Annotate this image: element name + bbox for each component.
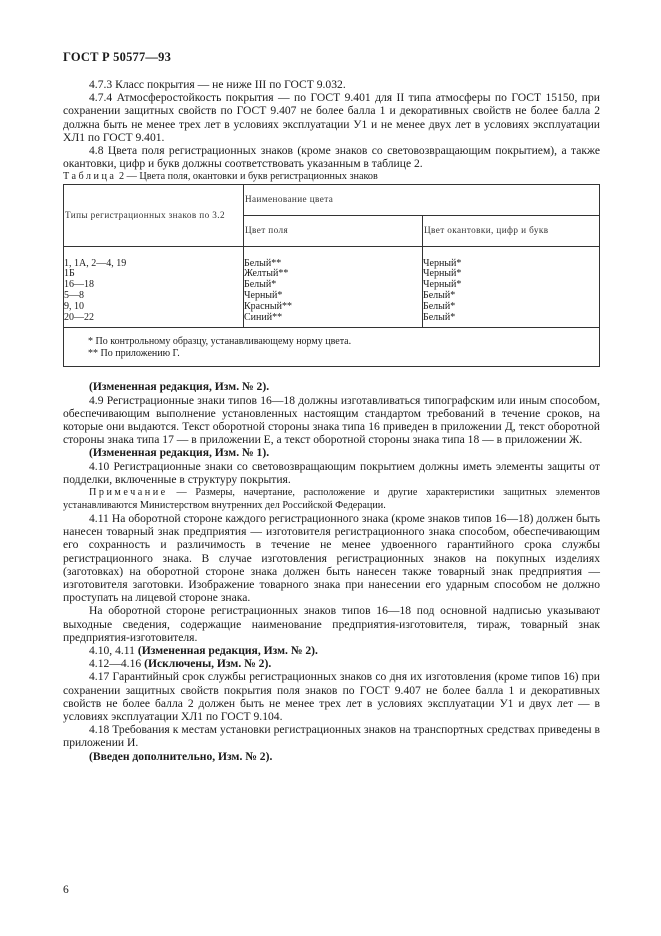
para-4-18: 4.18 Требования к местам установки регистрационных знаков на транспортных средствах приведены в приложении И. <box>63 723 600 750</box>
table-cell: Белый* <box>423 300 456 312</box>
change-note-1: (Измененная редакция, Изм. № 2). <box>89 380 270 394</box>
para-4-11-b: На оборотной стороне регистрационных знаков типов 16—18 под основной надписью указывают выходные сведения, содержащие наименование предприятия-изготовителя, тираж, товарный знак предприятия-изготовителя. <box>63 604 600 644</box>
para-4-7-3: 4.7.3 Класс покрытия — не ниже III по ГОСТ 9.032. <box>89 78 346 91</box>
note-label: Примечание <box>89 487 168 499</box>
document-header: ГОСТ Р 50577—93 <box>63 50 172 64</box>
note <box>63 486 600 512</box>
col-head-types: Типы регистрационных знаков по 3.2 <box>64 184 244 246</box>
table-cell: Черный* <box>423 268 462 280</box>
table-cell: 1Б <box>64 268 75 280</box>
para-number: 4.10, 4.11 <box>89 644 138 658</box>
table-cell: Белый* <box>423 311 456 323</box>
footnote-1: * По контрольному образцу, устанавливающему норму цвета. <box>88 336 352 348</box>
table-cell: Черный* <box>423 279 462 291</box>
para-4-11: 4.11 На оборотной стороне каждого регистрационного знака (кроме знаков типов 16—18) должен быть нанесен товарный знак предприятия — изготовителя регистрационного знака способом, обеспечивающим его сохранность и различимость в течение не менее удвоенного гарантийного срока службы регистрационного знака. В случае изготовления регистрационных знаков на покупных изделиях (заготовках) на оборотной стороне знака должен быть нанесен также товарный знак предприятия — изготовителя заготовки. Изображение товарного знака при нанесении его ударным способом не должно проступать на лицевой стороне знака. <box>63 512 600 605</box>
table-cell: 1, 1А, 2—4, 19 <box>64 257 127 269</box>
table-cell: Черный* <box>244 290 283 302</box>
table-footnotes <box>64 328 600 367</box>
table-cell: 9, 10 <box>64 300 84 312</box>
edge-color-cell <box>423 246 600 328</box>
col-head-field-color: Цвет поля <box>244 215 423 246</box>
para-4-12-4-16 <box>63 657 600 670</box>
table-cell: 20—22 <box>64 311 94 323</box>
table-cell: Красный** <box>244 300 292 312</box>
para-number: 4.12—4.16 <box>89 657 145 671</box>
change-note-2: (Измененная редакция, Изм. № 1). <box>89 446 270 460</box>
para-4-10-4-11 <box>63 644 600 657</box>
col-head-color-name: Наименование цвета <box>244 184 600 215</box>
table-cell: Белый* <box>423 290 456 302</box>
excluded-note: (Исключены, Изм. № 2). <box>144 657 272 671</box>
para-4-10: 4.10 Регистрационные знаки со световозвращающим покрытием должны иметь элементы защиты от подделки, включенные в структуру покрытия. <box>63 459 600 486</box>
col-head-edge-color: Цвет окантовки, цифр и букв <box>423 215 600 246</box>
para-4-8: 4.8 Цвета поля регистрационных знаков (кроме знаков со световозвращающим покрытием), а также окантовки, цифр и букв должны соответствовать указанным в таблице 2. <box>63 144 600 171</box>
note-text: — Размеры, начертание, расположение и другие характеристики защитных элементов устанавливаются Министерством внутренних дел Российской Федерации. <box>63 487 600 512</box>
table-cell: Желтый** <box>244 268 289 280</box>
change-note-3: (Измененная редакция, Изм. № 2). <box>137 644 318 658</box>
color-table <box>63 184 600 368</box>
introduced-note: (Введен дополнительно, Изм. № 2). <box>89 749 273 763</box>
table-cell: 5—8 <box>64 290 84 302</box>
field-color-cell <box>244 246 423 328</box>
table-caption <box>63 170 600 183</box>
footnote-2: ** По приложению Г. <box>88 348 180 360</box>
page-number: 6 <box>63 884 69 896</box>
table-cell: Белый** <box>244 257 282 269</box>
table-cell: Белый* <box>244 279 277 291</box>
table-cell: Синий** <box>244 311 283 323</box>
para-4-17: 4.17 Гарантийный срок службы регистрационных знаков со дня их изготовления (кроме типов 16) при сохранении защитных свойств покрытия поля знаков по ГОСТ 9.407 не более балла 1 и декоративных свойств не более балла 2 должен быть не менее трех лет в условиях эксплуатации У1 и двух лет — в условиях эксплуатации ХЛ1 по ГОСТ 9.104. <box>63 670 600 724</box>
para-4-7-4: 4.7.4 Атмосферостойкость покрытия — по ГОСТ 9.401 для II типа атмосферы по ГОСТ 15150, при сохранении защитных свойств по ГОСТ 9.407 не более балла 1 и декоративных свойств не более балла 2 должна быть не менее трех лет в условиях эксплуатации У1 и не менее двух лет в условиях эксплуатации ХЛ1 по ГОСТ 9.401. <box>63 91 600 144</box>
table-cell: 16—18 <box>64 279 94 291</box>
para-4-9: 4.9 Регистрационные знаки типов 16—18 должны изготавливаться типографским или иным способом, обеспечивающим выполнение установленных настоящим стандартом требований в течение сроков, на которые они выдаются. Текст оборотной стороны знака типа 16 приведен в приложении Д, текст оборотной стороны знака типа 17 — в приложении Е, а текст оборотной стороны знака типа 18 — в приложении Ж. <box>63 393 600 447</box>
table-caption-word: Таблица <box>63 171 117 183</box>
types-cell <box>64 246 244 328</box>
table-cell: Черный* <box>423 257 462 269</box>
document-body <box>63 78 600 763</box>
table-caption-text: 2 — Цвета поля, окантовки и букв регистрационных знаков <box>116 171 378 183</box>
